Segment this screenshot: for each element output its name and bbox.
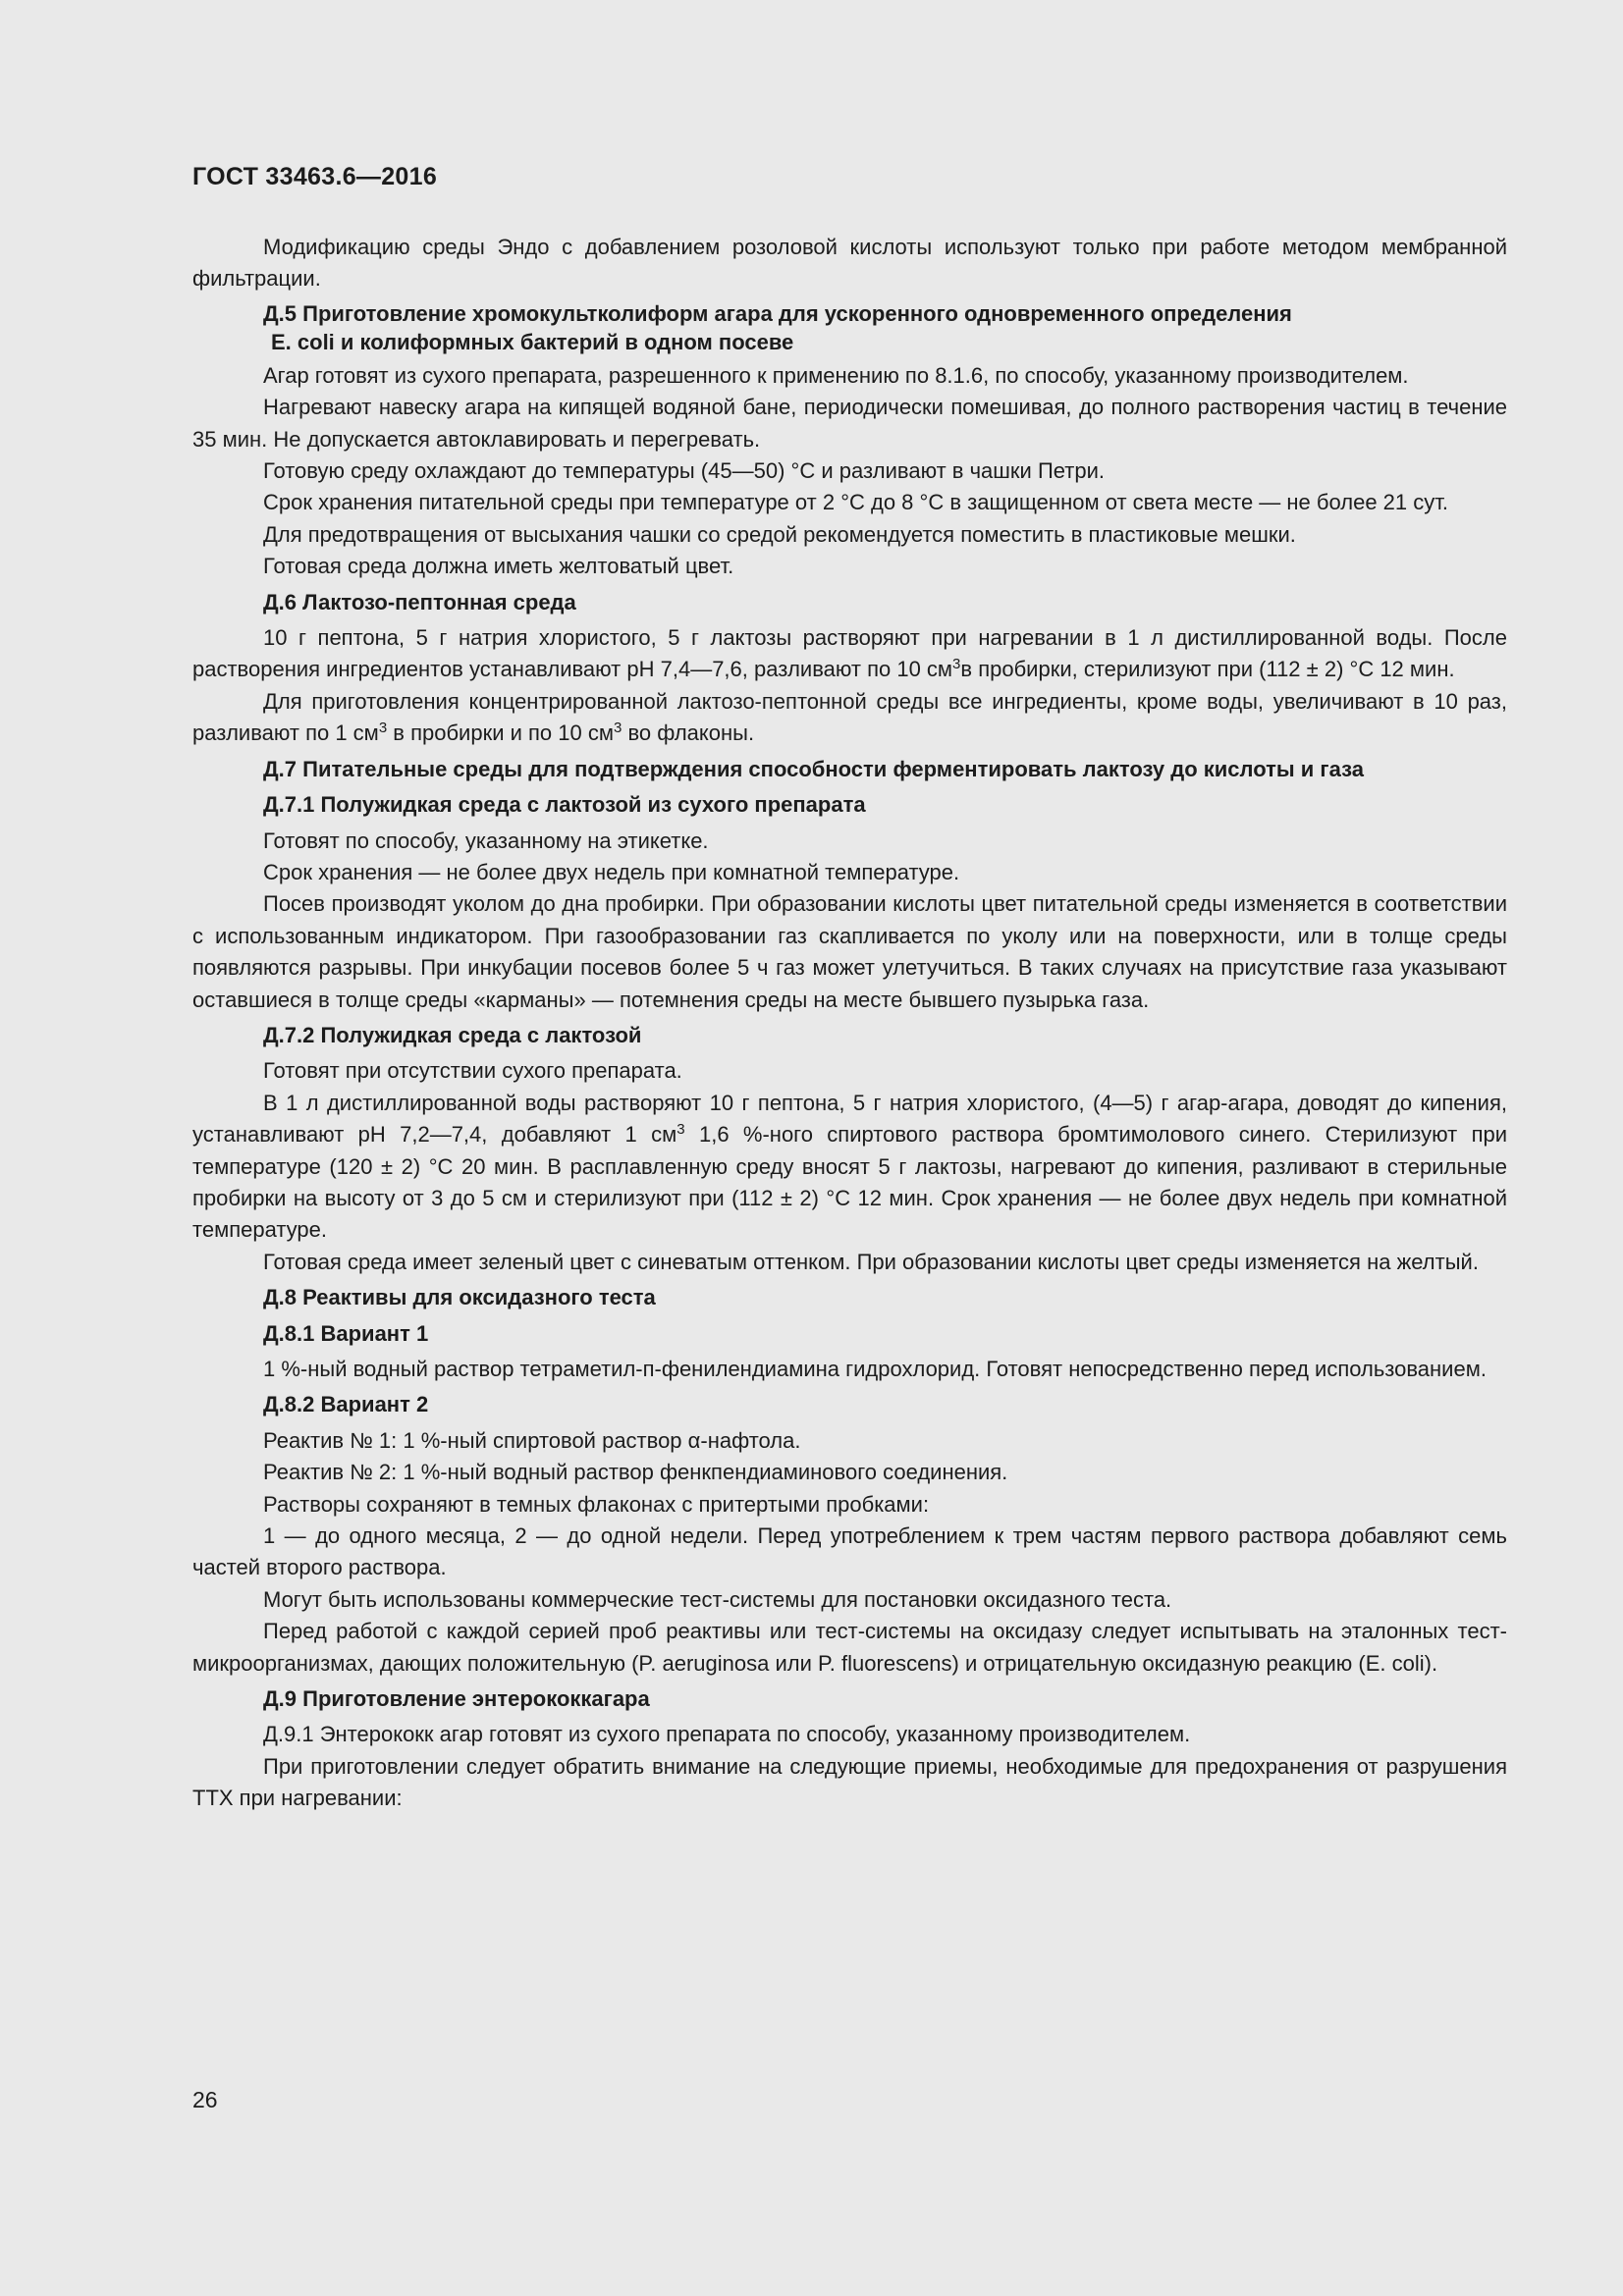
section-heading-d72: Д.7.2 Полужидкая среда с лактозой (263, 1022, 642, 1047)
paragraph: Готовят при отсутствии сухого препарата. (263, 1058, 682, 1084)
paragraph: Готовая среда должна иметь желтоватый цвет. (263, 554, 734, 579)
paragraph: Модификацию среды Эндо с добавлением розоловой кислоты используют только при работе методом мембранной фильтрации. (192, 235, 1507, 292)
page-number: 26 (192, 2087, 218, 2112)
document-header: ГОСТ 33463.6—2016 (192, 163, 438, 190)
section-heading-d81: Д.8.1 Вариант 1 (263, 1320, 429, 1346)
paragraph: Реактив № 1: 1 %-ный спиртовой раствор α-нафтола. (263, 1427, 801, 1453)
paragraph: 1 — до одного месяца, 2 — до одной недели. Перед употреблением к трем частям первого раствора добавляют семь частей второго раствора. (192, 1523, 1507, 1580)
section-heading-d6: Д.6 Лактозо-пептонная среда (263, 589, 576, 614)
paragraph: Растворы сохраняют в темных флаконах с притертыми пробками: (263, 1491, 930, 1517)
paragraph (192, 686, 1507, 750)
paragraph (192, 622, 1507, 686)
superscript: 3 (613, 720, 622, 737)
superscript: 3 (676, 1121, 685, 1139)
text-run: в пробирки и по 10 см (387, 721, 614, 746)
paragraph: Готовят по способу, указанному на этикетке. (263, 828, 709, 853)
paragraph: Срок хранения питательной среды при температуре от 2 °С до 8 °С в защищенном от света месте — не более 21 сут. (263, 490, 1449, 515)
superscript: 3 (952, 656, 961, 673)
paragraph: Готовую среду охлаждают до температуры (45—50) °С и разливают в чашки Петри. (263, 458, 1105, 484)
text-run: во флаконы. (622, 721, 755, 746)
section-heading-d9: Д.9 Приготовление энтерококкагара (263, 1686, 650, 1712)
paragraph: Д.9.1 Энтерококк агар готовят из сухого препарата по способу, указанному производителем. (263, 1722, 1191, 1747)
paragraph: 1 %-ный водный раствор тетраметил-п-фенилендиамина гидрохлорид. Готовят непосредственно перед использованием. (263, 1357, 1487, 1381)
text-run: 1,6 %-ного спиртового раствора бромтимолового синего. Стерилизуют при температуре (120 ± 2) °С 20 мин. В расплавленную среду вносят 5 г лактозы, нагревают до кипения, разливают в стерильные пробирки на высоту от 3 до 5 см и стерилизуют при (112 ± 2) °С 12 мин. Срок хранения — не более двух недель при комнатной температуре. (192, 1122, 1508, 1243)
paragraph: Реактив № 2: 1 %-ный водный раствор фенкпендиаминового соединения. (263, 1460, 1008, 1485)
section-heading-d8: Д.8 Реактивы для оксидазного теста (263, 1285, 656, 1310)
paragraph: Срок хранения — не более двух недель при комнатной температуре. (263, 859, 960, 884)
superscript: 3 (378, 720, 388, 737)
section-heading-d5 (192, 299, 1507, 356)
paragraph: Агар готовят из сухого препарата, разрешенного к применению по 8.1.6, по способу, указанному производителем. (263, 362, 1409, 388)
text-run: Для приготовления концентрированной лактозо-пептонной среды все ингредиенты, кроме воды, увеличивают в 10 раз, разливают по 1 см (192, 688, 1507, 746)
paragraph: Готовая среда имеет зеленый цвет с синеватым оттенком. При образовании кислоты цвет среды изменяется на желтый. (263, 1249, 1479, 1274)
paragraph: Нагревают навеску агара на кипящей водяной бане, периодически помешивая, до полного растворения частиц в течение 35 мин. Не допускается автоклавировать и перегревать. (192, 395, 1507, 452)
section-heading-d7: Д.7 Питательные среды для подтверждения способности ферментировать лактозу до кислоты и газа (263, 756, 1364, 781)
paragraph: При приготовлении следует обратить внимание на следующие приемы, необходимые для предохранения от разрушения ТТХ при нагревании: (192, 1753, 1507, 1811)
paragraph: Для предотвращения от высыхания чашки со средой рекомендуется поместить в пластиковые мешки. (263, 521, 1296, 547)
section-heading-d82: Д.8.2 Вариант 2 (263, 1392, 429, 1417)
paragraph: Могут быть использованы коммерческие тест-системы для постановки оксидазного теста. (263, 1586, 1172, 1612)
text-run: 10 г пептона, 5 г натрия хлористого, 5 г лактозы растворяют при нагревании в 1 л дистиллированной воды. После растворения ингредиентов устанавливают рН 7,4—7,6, разливают по 10 см (192, 625, 1507, 682)
text-run: В 1 л дистиллированной воды растворяют 10 г пептона, 5 г натрия хлористого, (4—5) г агар-агара, доводят до кипения, устанавливают рН 7,2—7,4, добавляют 1 см (192, 1090, 1507, 1148)
section-heading-d71: Д.7.1 Полужидкая среда с лактозой из сухого препарата (263, 792, 866, 818)
paragraph: Перед работой с каждой серией проб реактивы или тест-системы на оксидазу следует испытывать на эталонных тест-микроорганизмах, дающих положительную (P. aeruginosa или P. fluorescens) и отрицательную оксидазную реакцию (E. coli). (192, 1619, 1507, 1676)
paragraph: Посев производят уколом до дна пробирки. При образовании кислоты цвет питательной среды изменяется в соответствии с использованным индикатором. При газообразовании газ скапливается по уколу или на поверхности, или в толще среды появляются разрывы. При инкубации посевов более 5 ч газ может улетучиться. В таких случаях на присутствие газа указывают оставшиеся в толще среды «карманы» — потемнения среды на месте бывшего пузырька газа. (192, 891, 1507, 1012)
heading-line: Д.5 Приготовление хромокультколиформ агара для ускоренного одновременного определения (263, 300, 1292, 326)
paragraph (192, 1088, 1507, 1247)
text-run: в пробирки, стерилизуют при (112 ± 2) °С 12 мин. (960, 657, 1455, 682)
document-body (192, 232, 1507, 1815)
heading-line: E. coli и колиформных бактерий в одном посеве (271, 329, 794, 354)
